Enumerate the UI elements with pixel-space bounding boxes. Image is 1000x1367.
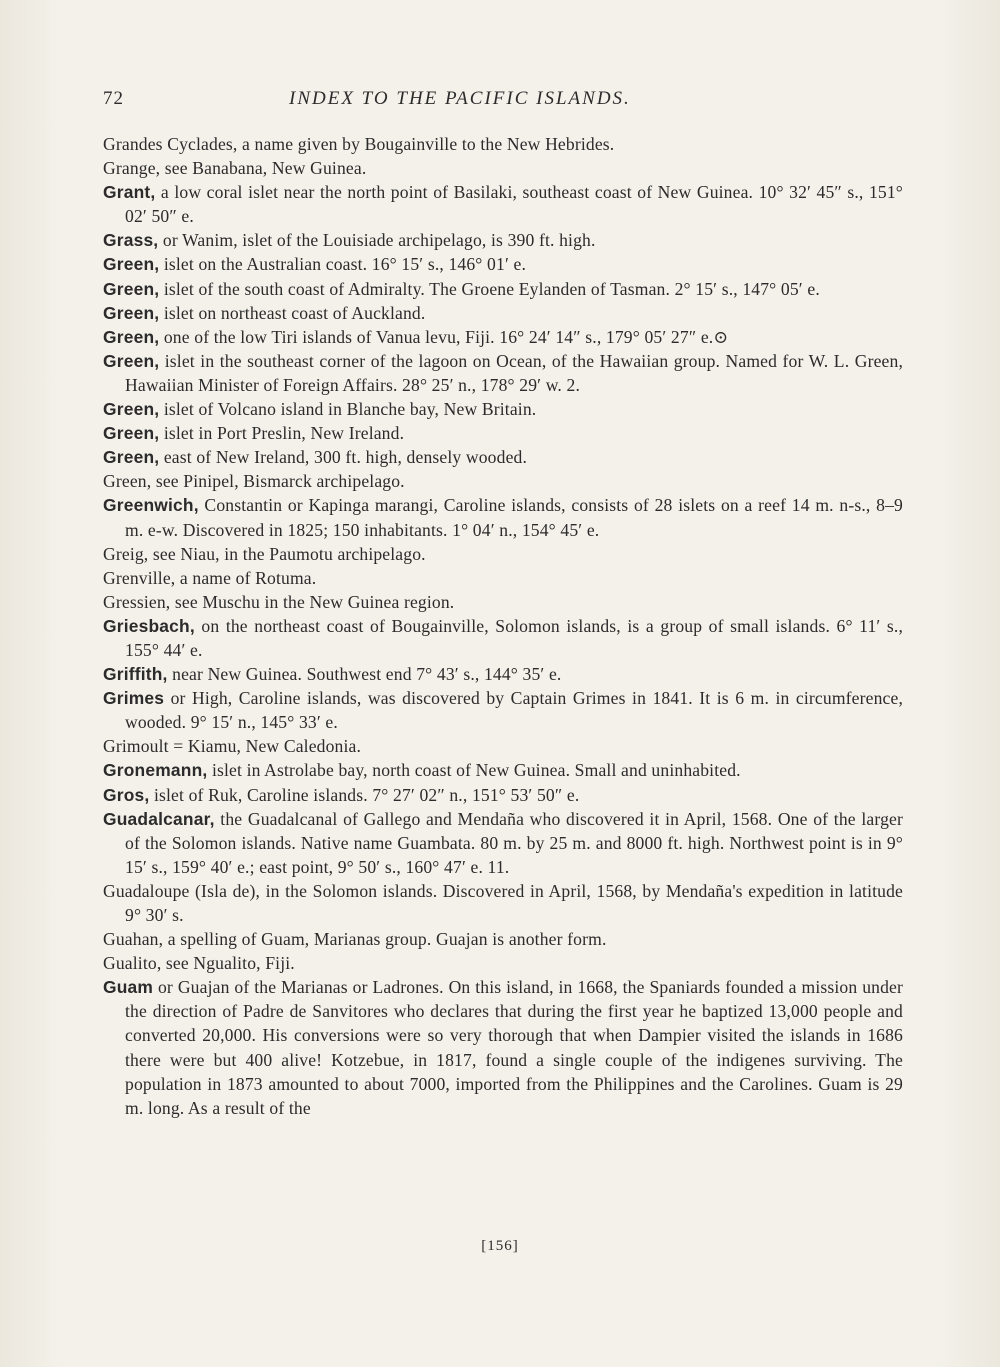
page-footer: [0, 1238, 1000, 1255]
folio-number: [156]: [481, 1238, 519, 1254]
index-entry: [103, 542, 903, 566]
entry-headword: Grant,: [103, 182, 156, 203]
entry-text: Constantin or Kapinga marangi, Caroline islands, consists of 28 islets on a reef 14 m. n-s., 8–9 m. e-w. Discovered in 1825; 150 inhabitants. 1° 04′ n., 154° 45′ e.: [125, 495, 903, 540]
page-number: 72: [103, 88, 124, 109]
entry-headword: Green,: [103, 254, 160, 275]
entry-text: or Guajan of the Marianas or Ladrones. On this island, in 1668, the Spaniards founded a mission under the direction of Padre de Sanvitores who declares that during the first year he baptized 13,000 people and converted 20,000. His conversions were so very thorough that when Dampier visited the islands in 1686 there were but 400 alive! Kotzebue, in 1817, found a single couple of the indigenes surviving. The population in 1873 amounted to about 7000, imported from the Philippines and the Carolines. Guam is 29 m. long. As a result of the: [125, 977, 903, 1118]
entry-headword: Greenwich,: [103, 495, 199, 516]
entry-text: Grandes Cyclades, a name given by Bougainville to the New Hebrides.: [103, 134, 615, 154]
entry-text: islet in the southeast corner of the lagoon on Ocean, of the Hawaiian group. Named for W. L. Green, Hawaiian Minister of Foreign Affairs. 28° 25′ n., 178° 29′ w. 2.: [125, 350, 903, 395]
index-entry: [103, 301, 903, 325]
entry-text: Green, see Pinipel, Bismarck archipelago.: [103, 471, 405, 492]
entry-headword: Green,: [103, 447, 160, 468]
index-entry: [103, 975, 903, 1120]
entry-headword: Green,: [103, 326, 160, 347]
entry-text: Guahan, a spelling of Guam, Marianas group. Guajan is another form.: [103, 929, 607, 950]
entry-headword: Grass,: [103, 230, 159, 251]
entry-text: Guadaloupe (Isla de), in the Solomon islands. Discovered in April, 1568, by Mendaña's expedition in latitude 9° 30′ s.: [103, 880, 903, 925]
entry-text: Greig, see Niau, in the Paumotu archipelago.: [103, 543, 426, 564]
index-entry: [103, 734, 903, 758]
index-entry: [103, 228, 903, 252]
index-entries: [103, 132, 903, 1120]
entry-text: near New Guinea. Southwest end 7° 43′ s., 144° 35′ e.: [167, 664, 562, 685]
index-entry: [103, 783, 903, 807]
entry-text: islet of Ruk, Caroline islands. 7° 27′ 02″ n., 151° 53′ 50″ e.: [149, 784, 580, 805]
entry-text: Gressien, see Muschu in the New Guinea region.: [103, 591, 455, 612]
index-entry: [103, 349, 903, 397]
index-entry: [103, 445, 903, 469]
index-entry: [103, 397, 903, 421]
index-entry: [103, 325, 903, 349]
entry-text: Grange, see Banabana, New Guinea.: [103, 158, 367, 179]
entry-text: the Guadalcanal of Gallego and Mendaña who discovered it in April, 1568. One of the larger of the Solomon islands. Native name Guambata. 80 m. by 25 m. and 8000 ft. high. Northwest point is in 9° 15′ s., 159° 40′ e.; east point, 9° 50′ s., 160° 47′ e. 11.: [125, 808, 903, 877]
index-entry: [103, 879, 903, 927]
index-entry: [103, 614, 903, 662]
entry-text: Grimoult = Kiamu, New Caledonia.: [103, 736, 362, 757]
entry-headword: Guam: [103, 977, 154, 998]
index-entry: [103, 421, 903, 445]
entry-headword: Gronemann,: [103, 760, 208, 781]
entry-text: a low coral islet near the north point of Basilaki, southeast coast of New Guinea. 10° 32′ 45″ s., 151° 02′ 50″ e.: [125, 182, 903, 227]
index-entry: [103, 252, 903, 276]
entry-text: or High, Caroline islands, was discovered by Captain Grimes in 1841. It is 6 m. in circumference, wooded. 9° 15′ n., 145° 33′ e.: [125, 688, 903, 733]
entry-text: islet of Volcano island in Blanche bay, New Britain.: [159, 399, 537, 420]
index-entry: [103, 927, 903, 951]
index-entry: [103, 493, 903, 541]
index-entry: [103, 156, 903, 180]
entry-text: on the northeast coast of Bougainville, Solomon islands, is a group of small islands. 6° 11′ s., 155° 44′ e.: [125, 615, 903, 660]
entry-headword: Grimes: [103, 688, 165, 709]
entry-text: islet on northeast coast of Auckland.: [159, 302, 426, 323]
entry-text: Gualito, see Ngualito, Fiji.: [103, 953, 295, 974]
entry-text: islet on the Australian coast. 16° 15′ s., 146° 01′ e.: [159, 254, 526, 275]
index-entry: [103, 590, 903, 614]
entry-text: islet in Port Preslin, New Ireland.: [159, 423, 405, 444]
entry-text: one of the low Tiri islands of Vanua levu, Fiji. 16° 24′ 14″ s., 179° 05′ 27″ e.⊙: [159, 326, 729, 347]
index-entry: [103, 180, 903, 228]
entry-text: islet of the south coast of Admiralty. The Groene Eylanden of Tasman. 2° 15′ s., 147° 05′ e.: [159, 278, 820, 299]
index-entry: [103, 469, 903, 493]
entry-headword: Gros,: [103, 784, 150, 805]
entry-headword: Green,: [103, 302, 160, 323]
entry-text: Grenville, a name of Rotuma.: [103, 567, 317, 588]
page-header: [103, 88, 905, 118]
entry-text: or Wanim, islet of the Louisiade archipelago, is 390 ft. high.: [158, 230, 596, 251]
entry-headword: Green,: [103, 423, 160, 444]
index-entry: [103, 566, 903, 590]
index-entry: [103, 686, 903, 734]
entry-headword: Green,: [103, 278, 160, 299]
entry-headword: Griesbach,: [103, 615, 195, 636]
entry-headword: Griffith,: [103, 664, 168, 685]
entry-headword: Guadalcanar,: [103, 808, 215, 829]
index-entry: [103, 132, 903, 156]
index-entry: [103, 807, 903, 879]
entry-text: islet in Astrolabe bay, north coast of New Guinea. Small and uninhabited.: [207, 760, 741, 781]
index-entry: [103, 277, 903, 301]
running-title: INDEX TO THE PACIFIC ISLANDS.: [289, 88, 631, 109]
index-entry: [103, 758, 903, 782]
entry-headword: Green,: [103, 399, 160, 420]
index-entry: [103, 662, 903, 686]
entry-text: east of New Ireland, 300 ft. high, densely wooded.: [159, 447, 528, 468]
entry-headword: Green,: [103, 350, 160, 371]
index-entry: [103, 951, 903, 975]
